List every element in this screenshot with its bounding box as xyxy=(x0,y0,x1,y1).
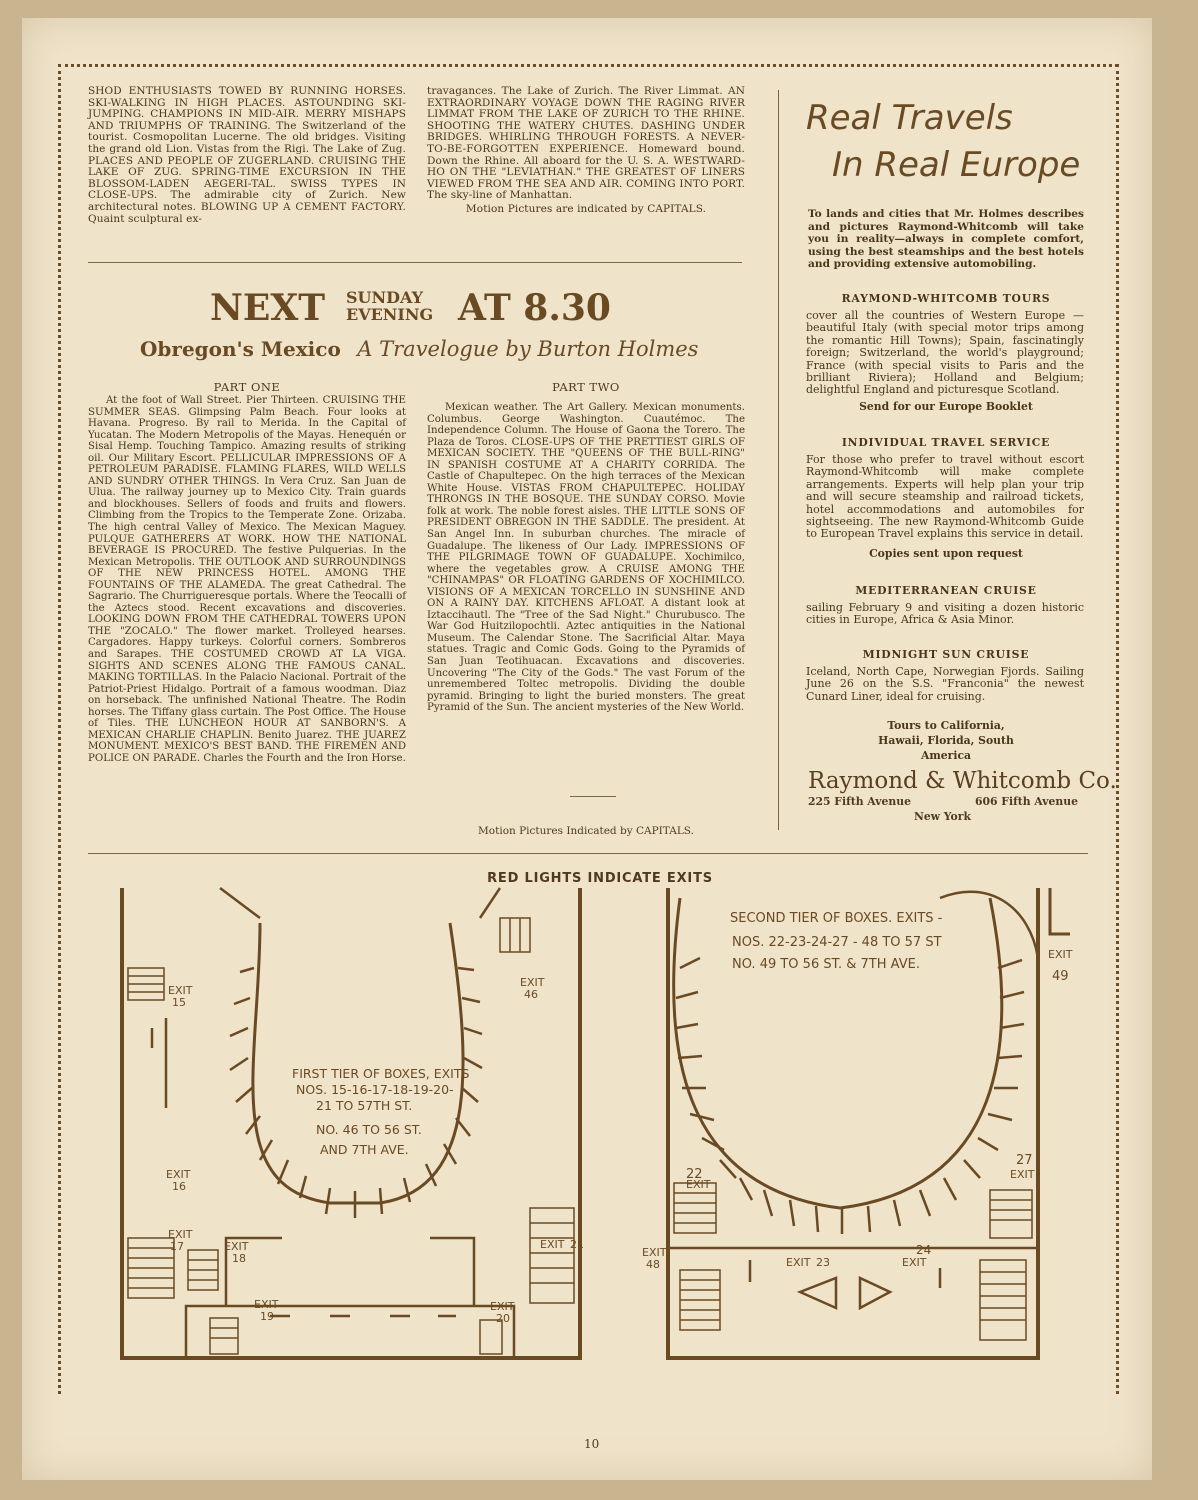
second-tier-drawing xyxy=(640,888,1080,1398)
ad-divider xyxy=(778,90,779,830)
ad-text-service: For those who prefer to travel without escort Raymond-Whitcomb will make complete arrangements. Experts will help plan your trip and will secure steamship and railroad tickets, hotel accommodations and automobiles for sightseeing. The new Raymond-Whitcomb Guide to European Travel explains this service in detail. xyxy=(806,453,1084,541)
next-day xyxy=(346,289,433,323)
exit-49-label: EXIT xyxy=(1048,948,1073,961)
section-divider xyxy=(88,262,742,263)
left-border xyxy=(58,64,61,1394)
next-word: NEXT xyxy=(210,287,326,329)
exit-19-label: EXIT xyxy=(254,1298,279,1311)
second-tier-line-2: NOS. 22-23-24-27 - 48 TO 57 ST xyxy=(732,935,942,950)
top-column-2 xyxy=(427,86,745,216)
part-two-text: Mexican weather. The Art Gallery. Mexican monuments. Columbus. George Washington. Cuautémoc. The Independence Column. The House of Gaona the Torero. The Plaza de Toros. CLOSE-UPS OF THE PRETTIEST GIRLS OF MEXICAN SOCIETY. THE "QUEENS OF THE BULL-RING" IN SPANISH COSTUME AT A CHARITY CORRIDA. The Castle of Chapultepec. On the high terraces of the Mexican White House. VISTAS FROM CHAPULTEPEC. HOLIDAY THRONGS IN THE BOSQUE. THE SUNDAY CORSO. Movie folk at work. The noble forest aisles. THE LITTLE SONS OF PRESIDENT OBREGON IN THE SADDLE. The president. At San Angel Inn. In suburban churches. The miracle of Guadalupe. The likeness of Our Lady. IMPRESSIONS OF THE PILGRIMAGE TOWN OF GUADALUPE. Xochimilco, where the vegetables grow. A CRUISE AMONG THE "CHINAMPAS" OR FLOATING GARDENS OF XOCHIMILCO. VISIONS OF A MEXICAN TORCELLO IN SUNSHINE AND ON A RAINY DAY. KITCHENS AFLOAT. A distant look at Iztaccihautl. The "Tree of the Sad Night." Churubusco. The War God Huitzilopochtli. Aztec antiquities in the National Museum. The Calendar Stone. The Sacrificial Altar. Maya statues. Tragic and Comic Gods. Going to the Pyramids of San Juan Teotihuacan. Excavations and discoveries. Uncovering "The City of the Gods." The vast Forum of the unremembered Toltec metropolis. Dividing the double pyramid. Bringing to light the buried monsters. The great Pyramid of the Sun. The ancient mysteries of the New World. xyxy=(427,402,745,714)
first-tier-line-4: NO. 46 TO 56 ST. xyxy=(316,1122,422,1137)
first-tier-line-5: AND 7TH AVE. xyxy=(320,1142,409,1157)
exit-18-number: 18 xyxy=(232,1252,246,1265)
ad-text-midnight: Iceland, North Cape, Norwegian Fjords. Sailing June 26 on the S.S. "Franconia" the newest Cunard Liner, ideal for cruising. xyxy=(806,665,1084,703)
exit-23-number: 23 xyxy=(816,1256,830,1269)
exit-24-label: EXIT xyxy=(902,1256,927,1269)
exit-48-number: 48 xyxy=(646,1258,660,1271)
top-column-1-text: SHOD ENTHUSIASTS TOWED BY RUNNING HORSES. SKI-WALKING IN HIGH PLACES. ASTOUNDING SKI-JUMPING. CHAMPIONS IN MID-AIR. MERRY MISHAPS AND TRIUMPHS OF TRAINING. The Switzerland of the tourist. Cosmopolitan Lucerne. The old bridges. Visiting the grand old Lion. Vistas from the Rigi. The Lake of Zug. PLACES AND PEOPLE OF ZUGERLAND. CRUISING THE LAKE OF ZUG. SPRING-TIME EXCURSION IN THE BLOSSOM-LADEN AEGERI-TAL. SWISS TYPES IN CLOSE-UPS. The admirable city of Zurich. New architectural notes. BLOWING UP A CEMENT FACTORY. Quaint sculptural ex- xyxy=(88,85,406,225)
exit-15-number: 15 xyxy=(172,996,186,1009)
address-2: 606 Fifth Avenue xyxy=(975,795,1078,808)
exits-title: RED LIGHTS INDICATE EXITS xyxy=(487,871,713,886)
exit-27-label: EXIT xyxy=(1010,1168,1035,1181)
exit-15-label: EXIT xyxy=(168,984,193,997)
top-border xyxy=(58,64,1118,67)
exit-20-label: EXIT xyxy=(490,1300,515,1313)
next-subtitle xyxy=(140,336,720,362)
ad-copies: Copies sent upon request xyxy=(869,547,1023,560)
part-one-text: At the foot of Wall Street. Pier Thirteen. CRUISING THE SUMMER SEAS. Glimpsing Palm Beach. Four looks at Havana. Progreso. By rail to Merida. In the Capital of Yucatan. The Modern Metropolis of the Mayas. Henequén or Sisal Hemp. Touching Tampico. Amazing results of striking oil. Our Military Escort. PELLICULAR IMPRESSIONS OF A PETROLEUM PARADISE. FLAMING FLARES, WILD WELLS AND SUNDRY OTHER THINGS. In Vera Cruz. San Juan de Ulua. The railway journey up to Mexico City. Train guards and blockhouses. Sellers of foods and fruits and flowers. Climbing from the Tropics to the Temperate Zone. Orizaba. The high central Valley of Mexico. The Mexican Maguey. PULQUE GATHERERS AT WORK. HOW THE NATIONAL BEVERAGE IS PROCURED. The festive Pulquerias. In the Mexican Metropolis. THE OUTLOOK AND SURROUNDINGS OF THE NEW PRINCESS HOTEL. AMONG THE FOUNTAINS OF THE ALAMEDA. The great Cathedral. The Sagrario. The Churrigueresque portals. Where the Teocalli of the Aztecs stood. Recent excavations and discoveries. LOOKING DOWN FROM THE CATHEDRAL TOWERS UPON THE "ZOCALO." The flower market. Trolleyed hearses. Cargadores. Happy turkeys. Colorful corners. Sombreros and Sarapes. THE COSTUMED CROWD AT LA VIGA. SIGHTS AND SCENES ALONG THE FAMOUS CANAL. MAKING TORTILLAS. In the Palacio Nacional. Portrait of the Patriot-Priest Hidalgo. Portrait of a famous woodman. Diaz on horseback. The unfinished National Theatre. The Rodin horses. The Tiffany glass curtain. The Post Office. The House of Tiles. THE LUNCHEON HOUR AT SANBORN'S. A MEXICAN CHARLIE CHAPLIN. Benito Juarez. THE JUAREZ MONUMENT. MEXICO'S BEST BAND. THE FIREMEN AND POLICE ON PARADE. Charles the Fourth and the Iron Horse. xyxy=(88,395,406,764)
exit-22-number: 22 xyxy=(686,1167,703,1182)
ad-text-mediterranean: sailing February 9 and visiting a dozen historic cities in Europe, Africa & Asia Minor. xyxy=(806,601,1084,627)
exit-48-label: EXIT xyxy=(642,1246,667,1259)
ad-title-line-2: In Real Europe xyxy=(832,145,1081,185)
plans-divider xyxy=(88,853,1088,854)
part-one-column xyxy=(88,395,406,765)
exit-17-label: EXIT xyxy=(168,1228,193,1241)
exit-16-number: 16 xyxy=(172,1180,186,1193)
ad-heading-service: INDIVIDUAL TRAVEL SERVICE xyxy=(841,436,1051,449)
address-1: 225 Fifth Avenue xyxy=(808,795,911,808)
exit-21-number: 21 xyxy=(570,1238,584,1251)
exit-23-label: EXIT xyxy=(786,1256,811,1269)
right-border xyxy=(1116,64,1119,1394)
ad-title-line-1: Real Travels xyxy=(806,98,1013,138)
next-subject: Obregon's Mexico xyxy=(140,337,341,361)
ad-booklet: Send for our Europe Booklet xyxy=(859,400,1033,413)
second-tier-line-3: NO. 49 TO 56 ST. & 7TH AVE. xyxy=(732,957,920,972)
exit-18-label: EXIT xyxy=(224,1240,249,1253)
part-two-column xyxy=(427,402,745,714)
exit-27-number: 27 xyxy=(1016,1153,1033,1168)
first-tier-plan xyxy=(100,888,600,1398)
exit-19-number: 19 xyxy=(260,1310,274,1323)
first-tier-drawing xyxy=(100,888,600,1398)
next-day-bottom: EVENING xyxy=(346,305,434,324)
top-column-1 xyxy=(88,86,406,225)
company-name: Raymond & Whitcomb Co. xyxy=(808,768,1117,794)
ad-heading-tours: RAYMOND-WHITCOMB TOURS xyxy=(841,292,1051,305)
exit-17-number: 17 xyxy=(170,1240,184,1253)
exit-20-number: 20 xyxy=(496,1312,510,1325)
next-announcement xyxy=(210,287,630,335)
first-tier-line-1: FIRST TIER OF BOXES, EXITS xyxy=(292,1066,470,1081)
ad-heading-mediterranean: MEDITERRANEAN CRUISE xyxy=(855,584,1037,597)
next-time: AT 8.30 xyxy=(458,287,611,329)
top-column-2-text: travagances. The Lake of Zurich. The River Limmat. AN EXTRAORDINARY VOYAGE DOWN THE RAGING RIVER LIMMAT FROM THE LAKE OF ZURICH TO THE RHINE. SHOOTING THE WATERY CHUTES. DASHING UNDER BRIDGES. WHIRLING THROUGH FORESTS. A NEVER-TO-BE-FORGOTTEN EXPERIENCE. Homeward bound. Down the Rhine. All aboard for the U. S. A. WESTWARD-HO ON THE "LEVIATHAN." THE GREATEST OF LINERS VIEWED FROM THE SEA AND AIR. COMING INTO PORT. The sky-line of Manhattan. xyxy=(427,85,745,202)
ad-intro: To lands and cities that Mr. Holmes describes and pictures Raymond-Whitcomb will take you in reality—always in complete comfort, using the best steamships and the best hotels and providing extensive automobiling. xyxy=(808,208,1084,270)
exit-22-label: EXIT xyxy=(686,1178,711,1191)
ad-tours-other: Tours to California, Hawaii, Florida, South America xyxy=(878,719,1014,762)
exit-24-number: 24 xyxy=(916,1243,932,1257)
exit-16-label: EXIT xyxy=(166,1168,191,1181)
first-tier-line-2: NOS. 15-16-17-18-19-20- xyxy=(296,1082,454,1097)
exit-21-label: EXIT xyxy=(540,1238,565,1251)
next-day-top: SUNDAY xyxy=(346,288,424,307)
second-tier-line-1: SECOND TIER OF BOXES. EXITS - xyxy=(730,911,943,926)
exit-46-number: 46 xyxy=(524,988,538,1001)
part-two-heading: PART TWO xyxy=(552,380,620,394)
ad-text-tours: cover all the countries of Western Europe —beautiful Italy (with special motor trips among the romantic Hill Towns); Spain, fascinatingly foreign; Switzerland, the world's playground; France (with special visits to Paris and the brilliant Riviera); Holland and Belgium; delightful England and picturesque Scotland. xyxy=(806,309,1084,397)
second-tier-plan xyxy=(640,888,1080,1398)
exit-46-label: EXIT xyxy=(520,976,545,989)
page-number: 10 xyxy=(584,1437,600,1451)
address-city: New York xyxy=(914,810,971,823)
part-one-heading: PART ONE xyxy=(213,380,281,394)
top-note: Motion Pictures are indicated by CAPITALS. xyxy=(465,202,707,215)
first-tier-line-3: 21 TO 57TH ST. xyxy=(316,1098,413,1113)
ad-heading-midnight: MIDNIGHT SUN CRUISE xyxy=(862,648,1030,661)
short-divider xyxy=(570,796,616,797)
next-byline: A Travelogue by Burton Holmes xyxy=(357,337,699,361)
exit-49-number: 49 xyxy=(1052,969,1069,984)
part-two-note: Motion Pictures Indicated by CAPITALS. xyxy=(478,825,694,837)
